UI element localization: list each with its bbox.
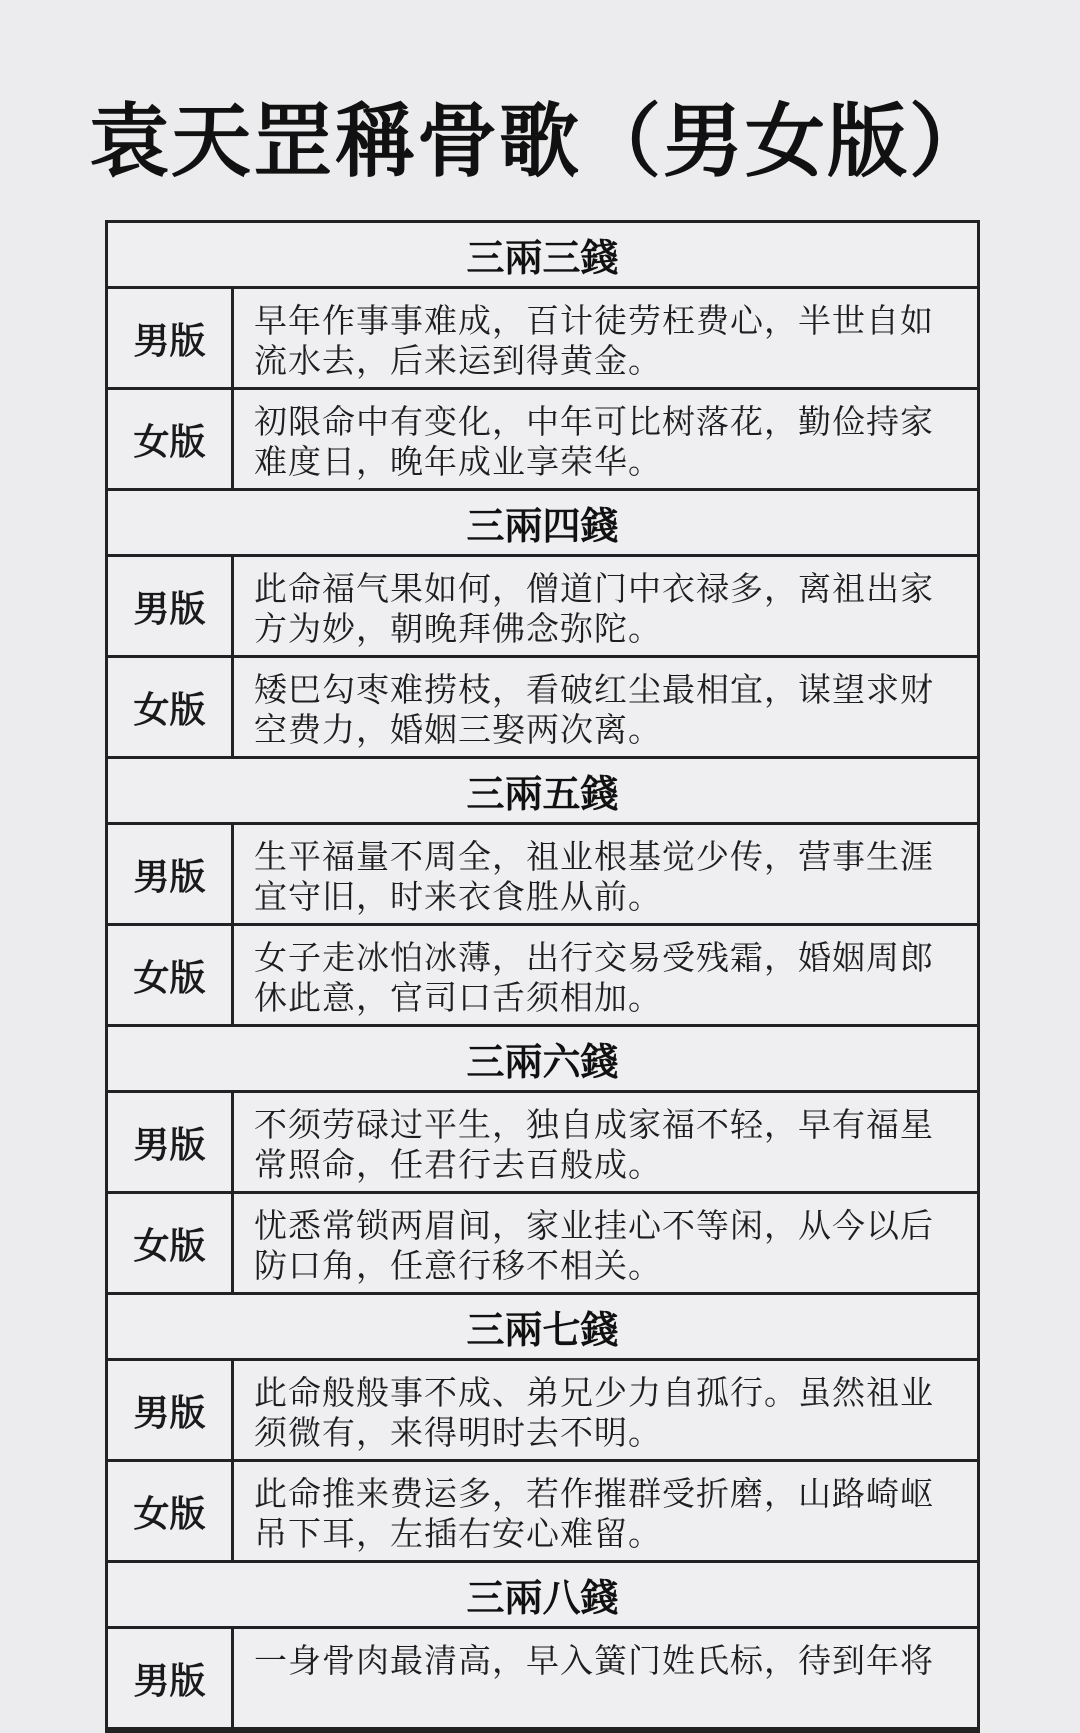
row-text: 一身骨肉最清高，早入簧门姓氏标，待到年将 [254,1641,934,1680]
row-label-male: 男版 [108,825,234,923]
row-text: 此命般般事不成、弟兄少力自孤行。虽然祖业须微有，来得明时去不明。 [254,1373,934,1452]
row-text: 生平福量不周全，祖业根基觉少传，营事生涯宜守旧，时来衣食胜从前。 [254,837,934,916]
row-text: 不须劳碌过平生，独自成家福不轻，早有福星常照命，任君行去百般成。 [254,1105,934,1184]
row-text: 此命福气果如何，僧道门中衣禄多，离祖出家方为妙，朝晚拜佛念弥陀。 [254,569,934,648]
row-text: 初限命中有变化，中年可比树落花，勤俭持家难度日，晚年成业享荣华。 [254,402,934,481]
row-label-female: 女版 [108,390,234,488]
section-header: 三兩四錢 [108,491,977,557]
table-row [108,1194,977,1295]
section-header: 三兩三錢 [108,223,977,289]
table-row [108,390,977,491]
row-text: 女子走冰怕冰薄，出行交易受残霜，婚姻周郎休此意，官司口舌须相加。 [254,938,934,1017]
table-row [108,1093,977,1194]
row-label-male: 男版 [108,289,234,387]
row-text: 此命推来费运多，若作摧群受折磨，山路崎岖吊下耳，左插右安心难留。 [254,1474,934,1553]
row-label-female: 女版 [108,1194,234,1292]
row-text: 忧悉常锁两眉间，家业挂心不等闲，从今以后防口角，任意行移不相关。 [254,1206,934,1285]
section-header: 三兩七錢 [108,1295,977,1361]
table-row [108,289,977,390]
row-label-female: 女版 [108,926,234,1024]
table-row [108,926,977,1027]
page-title: 袁天罡稱骨歌（男女版） [89,95,991,188]
table-row [108,557,977,658]
table-row [108,825,977,926]
row-text: 早年作事事难成，百计徒劳枉费心，半世自如流水去，后来运到得黄金。 [254,301,934,380]
row-label-male: 男版 [108,1361,234,1459]
row-label-male: 男版 [108,557,234,655]
row-label-female: 女版 [108,1462,234,1560]
table-row [108,1462,977,1563]
bone-weight-table [105,220,980,1733]
table-row [108,1361,977,1462]
row-label-female: 女版 [108,658,234,756]
section-header: 三兩八錢 [108,1563,977,1629]
section-header: 三兩六錢 [108,1027,977,1093]
table-row [108,1629,977,1730]
row-text: 矮巴勾枣难捞枝，看破红尘最相宜，谋望求财空费力，婚姻三娶两次离。 [254,670,934,749]
table-row [108,658,977,759]
row-label-male: 男版 [108,1629,234,1727]
row-label-male: 男版 [108,1093,234,1191]
section-header: 三兩五錢 [108,759,977,825]
